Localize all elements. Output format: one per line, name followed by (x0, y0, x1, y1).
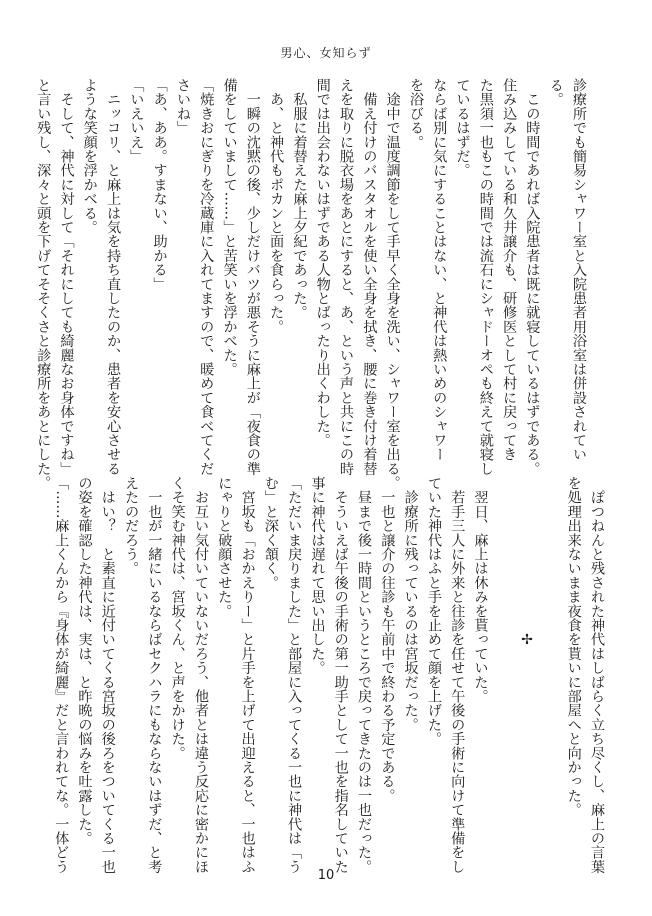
text-line: 一也が一緒にいるならばセクハラにもならないはずだ、と考 (146, 476, 163, 874)
text-line: 「あ、ああ。すまない、助かる」 (151, 78, 168, 291)
text-line: る。 (547, 78, 564, 107)
text-line: 「焼きおにぎりを冷蔵庫に入れてますので、暖めて食べてくだ (198, 78, 215, 476)
text-line: 備をしていまして……」と苦笑いを浮かべた。 (221, 78, 238, 377)
text-line: 翌日、麻上は休みを貰っていた。 (472, 476, 489, 704)
text-line: を浴びる。 (407, 78, 424, 149)
text-line: お互い気付いていないだろう、他者とは違う反応に密かにほ (192, 476, 209, 874)
text-line: と言い残し、深々と頭を下げてそそくさと診療所をあとにした。 (35, 78, 52, 490)
text-line: た黒須一也もこの時間では流石にシャドーオペも終えて就寝し (477, 78, 494, 476)
text-line: ているはずだ。 (454, 78, 471, 178)
text-line: 事に神代は遅れて思い出した。 (309, 476, 326, 675)
text-line: あ、と神代もポカンと面を食らった。 (268, 78, 285, 334)
text-line: はい？ と素直に近付いてくる宮坂の後ろをついてくる一也 (99, 476, 116, 874)
text-line: 昼まで後一時間というところで戻ってきたのは一也だった。 (356, 476, 373, 874)
running-header: 男心、女知らず (280, 46, 372, 60)
text-line: 「いえいえ」 (128, 78, 145, 164)
text-line: くそ笑む神代は、宮坂くん、と声をかけた。 (169, 476, 186, 760)
text-line: えを取りに脱衣場をあとにすると、あ、という声と共にこの時 (338, 78, 355, 476)
text-line: 住み込みしている和久井譲介も、研修医として村に戻ってき (501, 78, 518, 462)
text-line: 私服に着替えた麻上夕紀であった。 (291, 78, 308, 320)
text-line: ぽつねんと残された神代はしばらく立ち尽くし、麻上の言葉 (589, 476, 605, 874)
page-number: 10 (317, 868, 335, 883)
text-line: 若手三人に外来と往診を任せて午後の手術に向けて準備をし (449, 476, 466, 874)
text-line: 間では出会わないはずである人物とばったり出くわした。 (314, 78, 331, 448)
text-line: ニッコリ、と麻上は気を持ち直したのか、患者を安心させる (105, 78, 122, 476)
text-line: 診療所でも簡易シャワー室と入院患者用浴室は併設されてい (571, 78, 587, 462)
text-line: 診療所に残っているのは宮坂だった。 (402, 476, 419, 732)
text-block-lower (53, 476, 608, 874)
text-line: 一瞬の沈黙の後、少しだけバツが悪そうに麻上が「夜食の準 (244, 78, 261, 476)
text-line: を処理出来ないまま夜食を貰いに部屋へと向かった。 (565, 476, 582, 817)
text-line: さいね」 (174, 78, 191, 135)
section-break-ornament: ✢ (519, 632, 536, 649)
text-line: ならば別に気にすることはない、と神代は熱いめのシャワー (431, 78, 448, 462)
text-line: の姿を確認した神代は、実は、と昨晩の悩みを吐露した。 (76, 476, 93, 846)
text-line (492, 476, 515, 832)
text-line: 一也と譲介の往診も午前中で終わる予定である。 (379, 476, 396, 803)
text-block-upper (35, 78, 590, 490)
text-line: ていた神代はふと手を止めて顔を上げた。 (425, 476, 442, 746)
text-line: そういえば午後の手術の第一助手として一也を指名していた (332, 476, 349, 874)
text-line: にゃりと破顔させた。 (216, 476, 233, 618)
text-line: む」と深く頷く。 (262, 476, 279, 590)
text-line: この時間であれば入院患者は既に就寝しているはずである。 (524, 78, 541, 476)
text-line (538, 476, 561, 832)
text-line: 備え付けのバスタオルを使い全身を拭き、腰に巻き付け着替 (361, 78, 378, 476)
text-line: そして、神代に対して「それにしても綺麗なお身体ですね」 (58, 78, 75, 476)
text-line: えたのだろう。 (123, 476, 140, 576)
text-line: ような笑顔を浮かべる。 (81, 78, 98, 235)
text-line: 「ただいま戻りました」と部屋に入ってくる一也に神代は「う (286, 476, 303, 874)
text-line: 途中で温度調節をして手早く全身を洗い、シャワー室を出る。 (384, 78, 401, 490)
text-line: 「……麻上くんから『身体が綺麗』だと言われてな。一体どう (53, 476, 70, 874)
text-line: 宮坂も「おかえりー」と片手を上げて出迎えると、一也はふ (239, 476, 256, 874)
